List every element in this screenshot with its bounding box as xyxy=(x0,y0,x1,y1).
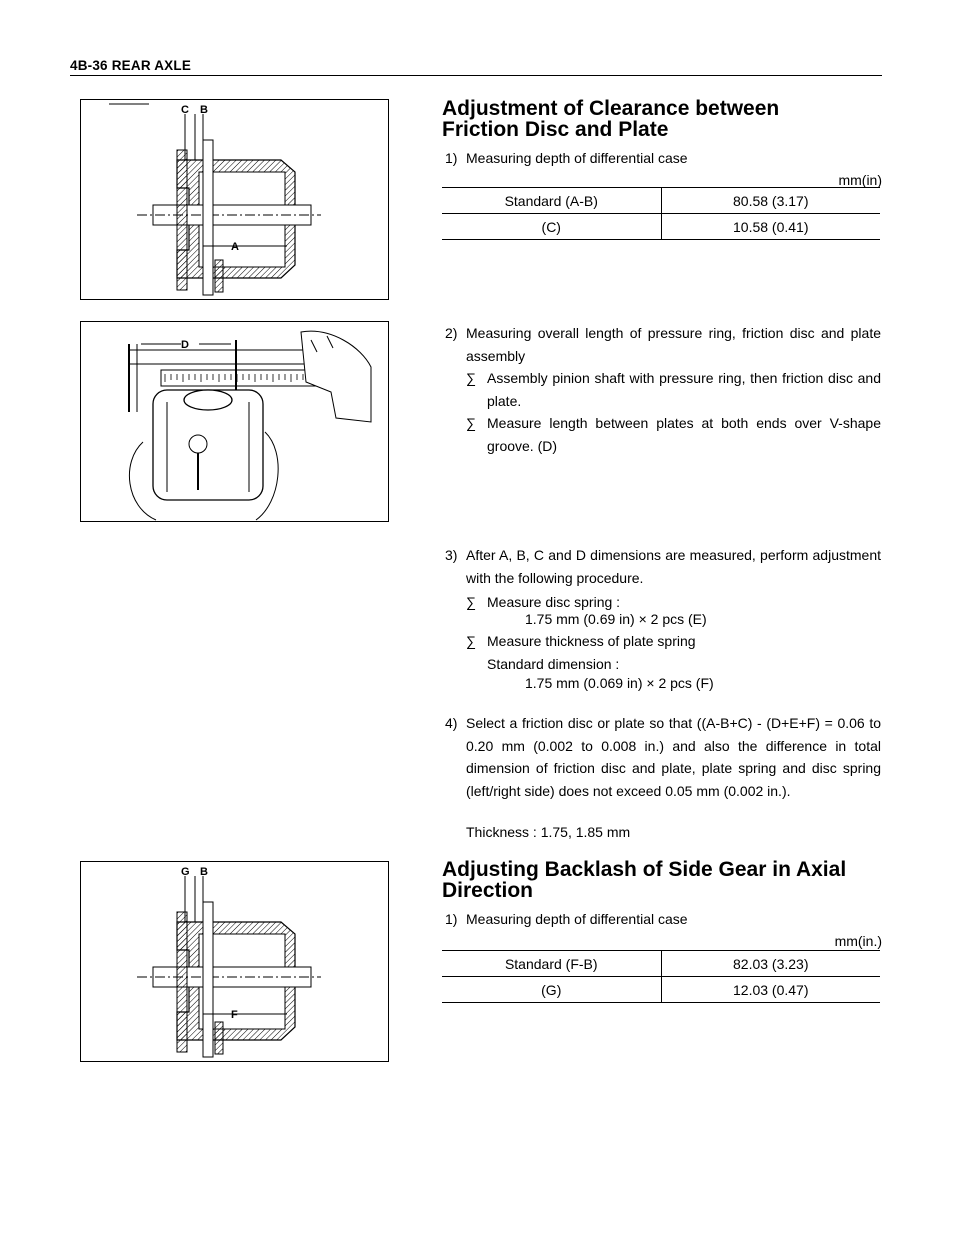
section1-step1 xyxy=(445,147,881,170)
section1-unit: mm(in) xyxy=(838,172,882,188)
step-text: After A, B, C and D dimensions are measured, perform adjustment with the following procedure. xyxy=(466,547,881,586)
label-b: B xyxy=(200,104,208,116)
bullet-text: Measure thickness of plate spring xyxy=(487,633,696,649)
section1-title-line2: Friction Disc and Plate xyxy=(442,118,669,141)
label-c: C xyxy=(181,104,189,116)
bullet-symbol: ∑ xyxy=(466,370,476,386)
bullet-symbol: ∑ xyxy=(466,594,476,610)
step-text: Select a friction disc or plate so that ((A-B+C) - (D+E+F) = 0.06 to 0.20 mm (0.002 to 0.008 in.) and also the difference in total dimension of friction disc and plate, plate spring and disc spring (left/right side) does not exceed 0.05 mm (0.002 in.). xyxy=(466,715,881,799)
label-g: G xyxy=(181,866,190,878)
step-number: 4) xyxy=(445,715,458,731)
section1-step3 xyxy=(445,544,881,589)
table-cell-label: Standard (A-B) xyxy=(442,188,661,214)
figure-caliper-measurement xyxy=(80,321,389,522)
section1-step2-bullet-1 xyxy=(466,367,881,412)
table-cell-value: 80.58 (3.17) xyxy=(661,188,880,214)
bullet-text: Measure disc spring : xyxy=(487,594,621,610)
table-cell-value: 10.58 (0.41) xyxy=(661,214,880,240)
section1-spec-table xyxy=(442,187,880,240)
step-number: 1) xyxy=(445,911,458,927)
step-number: 3) xyxy=(445,547,458,563)
step-text: Measuring depth of differential case xyxy=(466,911,688,927)
standard-dimension-value: 1.75 mm (0.069 in) × 2 pcs (F) xyxy=(525,675,714,691)
section1-step2 xyxy=(445,322,881,367)
table-row xyxy=(442,951,880,977)
figure-differential-case-depth xyxy=(80,99,389,300)
thickness-spec: Thickness : 1.75, 1.85 mm xyxy=(466,824,631,840)
section1-step2-bullet-2 xyxy=(466,412,881,457)
table-row xyxy=(442,188,880,214)
page-header: 4B-36 REAR AXLE xyxy=(70,58,192,73)
step-text: Measuring overall length of pressure ring, friction disc and plate assembly xyxy=(466,325,881,364)
label-b: B xyxy=(200,866,208,878)
section2-title-line2: Direction xyxy=(442,879,534,902)
differential-case-diagram xyxy=(81,100,388,299)
disc-spring-value: 1.75 mm (0.69 in) × 2 pcs (E) xyxy=(525,611,707,627)
bullet-symbol: ∑ xyxy=(466,415,476,431)
step-number: 2) xyxy=(445,325,458,341)
table-row xyxy=(442,977,880,1003)
figure-side-gear-backlash xyxy=(80,861,389,1062)
bullet-text: Measure length between plates at both ends over V-shape groove. (D) xyxy=(487,415,881,454)
bullet-text: Assembly pinion shaft with pressure ring, then friction disc and plate. xyxy=(487,370,881,409)
section1-title-line1: Adjustment of Clearance between xyxy=(442,97,780,120)
step-text: Measuring depth of differential case xyxy=(466,150,688,166)
table-cell-label: (C) xyxy=(442,214,661,240)
section2-step1 xyxy=(445,908,881,931)
label-d: D xyxy=(181,339,189,351)
section2-title-line1: Adjusting Backlash of Side Gear in Axial xyxy=(442,858,847,881)
table-cell-label: (G) xyxy=(442,977,661,1003)
section2-spec-table xyxy=(442,950,880,1003)
side-gear-diagram xyxy=(81,862,388,1061)
caliper-diagram xyxy=(81,322,388,521)
section1-step3-bullet-2 xyxy=(466,630,881,653)
header-rule xyxy=(70,75,882,76)
section2-unit: mm(in.) xyxy=(834,933,882,949)
section1-step4 xyxy=(445,712,881,802)
table-cell-value: 82.03 (3.23) xyxy=(661,951,880,977)
table-cell-value: 12.03 (0.47) xyxy=(661,977,880,1003)
table-row xyxy=(442,214,880,240)
standard-dimension-label: Standard dimension : xyxy=(487,656,620,672)
table-cell-label: Standard (F-B) xyxy=(442,951,661,977)
bullet-symbol: ∑ xyxy=(466,633,476,649)
label-a: A xyxy=(231,241,239,253)
step-number: 1) xyxy=(445,150,458,166)
label-f: F xyxy=(231,1009,238,1021)
